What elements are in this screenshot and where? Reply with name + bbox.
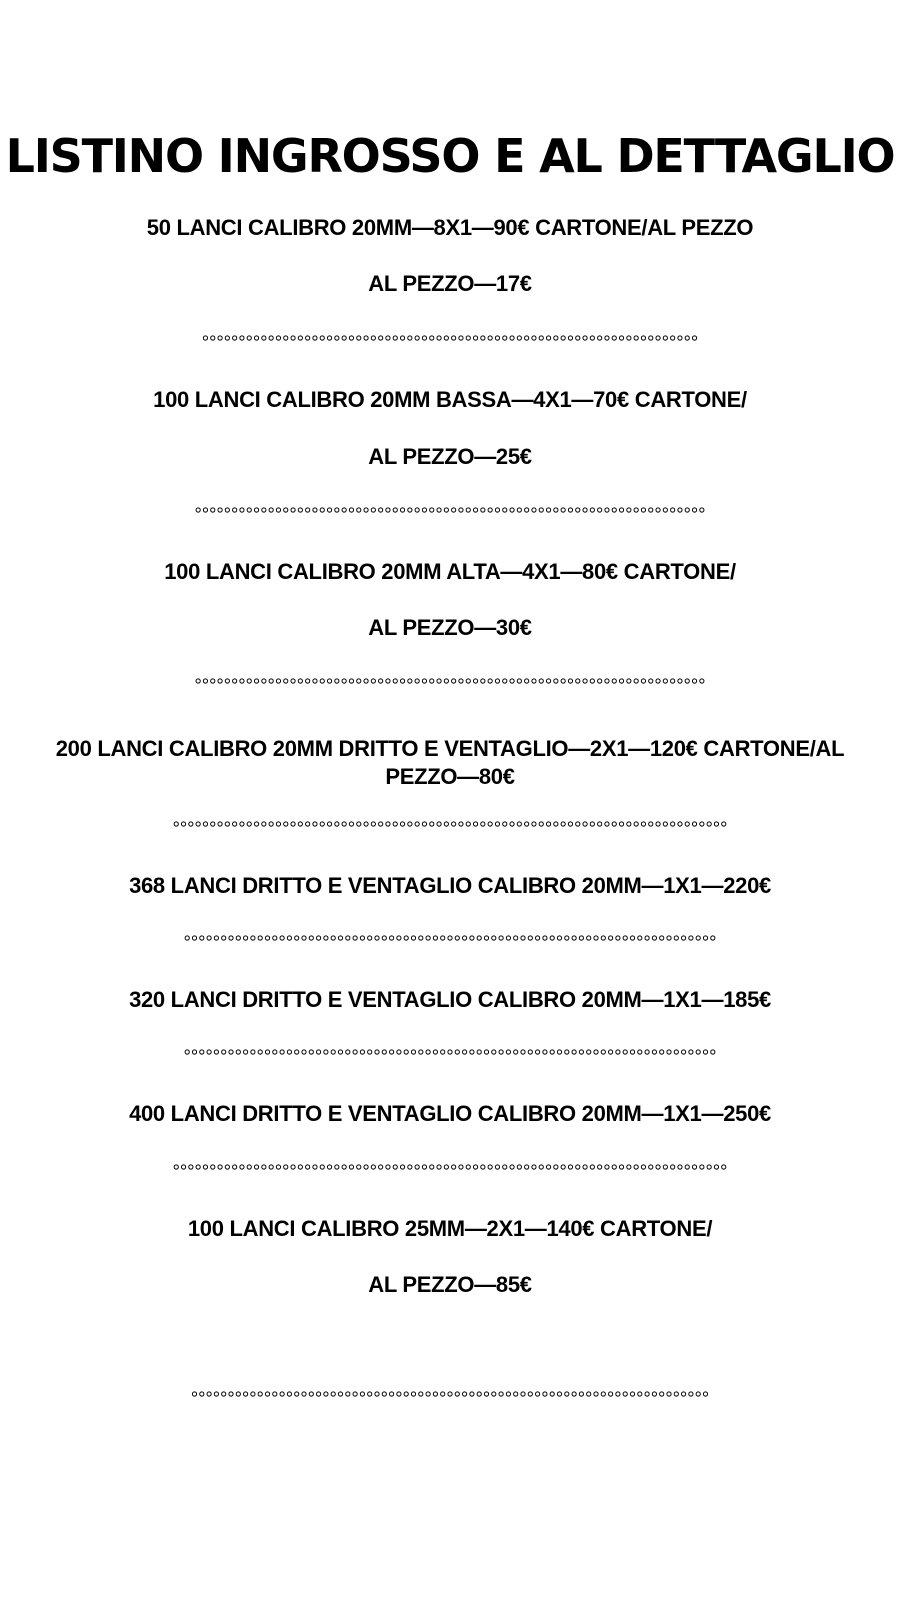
price-item-8-line-2: AL PEZZO—85€ bbox=[368, 1272, 532, 1297]
dotted-divider bbox=[0, 933, 900, 943]
dotted-divider bbox=[0, 819, 900, 829]
price-item-1-line-1: 50 LANCI CALIBRO 20MM—8X1—90€ CARTONE/AL PEZZO bbox=[146, 215, 754, 240]
price-item-1-line-2: AL PEZZO—17€ bbox=[368, 271, 532, 296]
price-item-2-line-2: AL PEZZO—25€ bbox=[368, 444, 532, 469]
price-item-5-line-1: 368 LANCI DRITTO E VENTAGLIO CALIBRO 20MM—1X1—220€ bbox=[129, 873, 771, 898]
dotted-divider bbox=[0, 333, 900, 343]
dotted-divider bbox=[0, 1162, 900, 1172]
dotted-divider bbox=[0, 505, 900, 515]
dotted-divider bbox=[0, 1389, 900, 1399]
dotted-divider bbox=[0, 676, 900, 686]
price-item-4-line-1: 200 LANCI CALIBRO 20MM DRITTO E VENTAGLIO—2X1—120€ CARTONE/AL PEZZO—80€ bbox=[55, 736, 845, 789]
price-item-3-line-2: AL PEZZO—30€ bbox=[368, 615, 532, 640]
price-item-8-line-1: 100 LANCI CALIBRO 25MM—2X1—140€ CARTONE/ bbox=[187, 1216, 713, 1241]
price-item-2-line-1: 100 LANCI CALIBRO 20MM BASSA—4X1—70€ CARTONE/ bbox=[153, 387, 747, 412]
price-item-3-line-1: 100 LANCI CALIBRO 20MM ALTA—4X1—80€ CARTONE/ bbox=[164, 559, 736, 584]
price-item-7-line-1: 400 LANCI DRITTO E VENTAGLIO CALIBRO 20MM—1X1—250€ bbox=[129, 1101, 771, 1126]
page-title: LISTINO INGROSSO E AL DETTAGLIO bbox=[5, 129, 895, 183]
dotted-divider bbox=[0, 1047, 900, 1057]
price-item-6-line-1: 320 LANCI DRITTO E VENTAGLIO CALIBRO 20MM—1X1—185€ bbox=[129, 987, 771, 1012]
